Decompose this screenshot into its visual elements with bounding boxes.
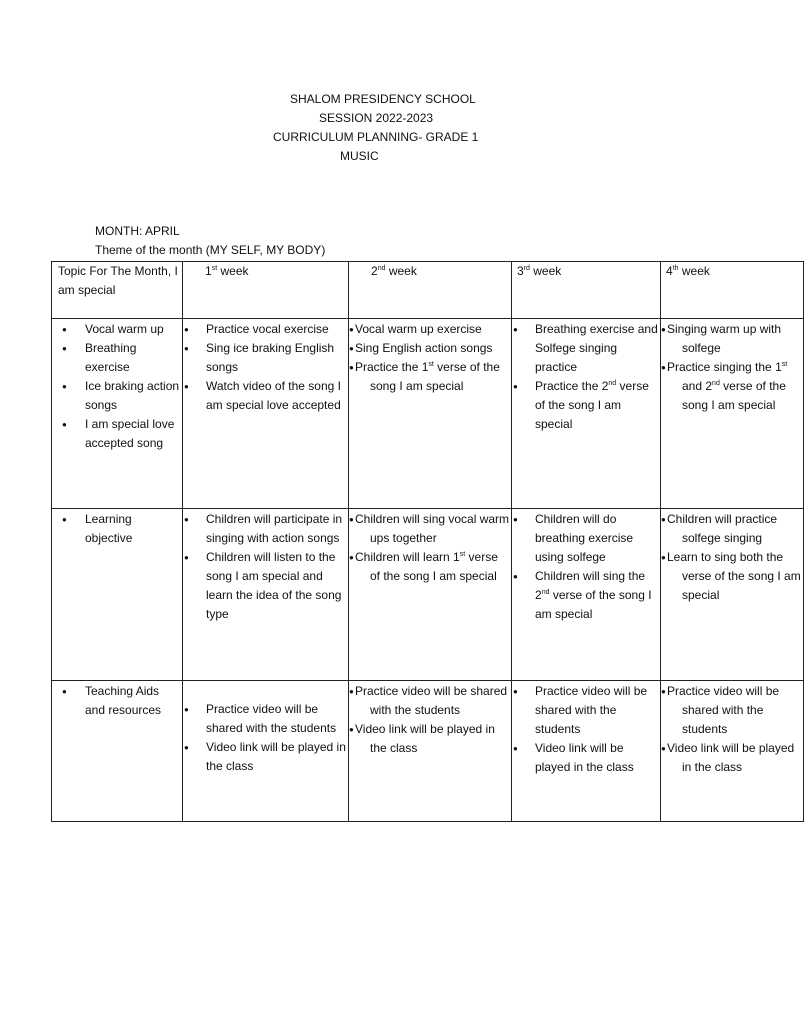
planning-title: CURRICULUM PLANNING- GRADE 1: [273, 130, 479, 144]
list-item: ● Sing ice braking English songs: [183, 339, 348, 377]
list-item: ● Practice video will be shared with the students: [349, 682, 511, 720]
table-row: [52, 319, 804, 509]
week-4-cell: [661, 509, 804, 681]
list-item: ● Learn to sing both the verse of the song I am special: [661, 548, 803, 605]
list-item: ● Singing warm up with solfege: [661, 320, 803, 358]
week-2-cell: [349, 319, 512, 509]
list-item: ● Children will listen to the song I am special and learn the idea of the song type: [183, 548, 348, 624]
list-item: ● Video link will be played in the class: [512, 739, 660, 777]
list-item: ● Sing English action songs: [349, 339, 511, 358]
header-week-4: 4th week: [661, 262, 804, 319]
list-item: ● Breathing exercise: [52, 339, 182, 377]
list-item: ● Watch video of the song I am special love accepted: [183, 377, 348, 415]
session-line: SESSION 2022-2023: [319, 111, 434, 125]
list-item: ● Practice the 1st verse of the song I am special: [349, 358, 511, 396]
list-item: ● Learning objective: [52, 510, 182, 548]
list-item: ● Children will practice solfege singing: [661, 510, 803, 548]
header-week-3: 3rd week: [512, 262, 661, 319]
week-4-cell: [661, 319, 804, 509]
list-item: ● Children will sing vocal warm ups together: [349, 510, 511, 548]
row-label-cell: [52, 681, 183, 822]
week-2-cell: [349, 509, 512, 681]
list-item: ● Practice singing the 1st and 2nd verse of the song I am special: [661, 358, 803, 415]
week-1-cell: [183, 681, 349, 822]
table-row: [52, 681, 804, 822]
row-label-cell: [52, 319, 183, 509]
week-3-cell: [512, 681, 661, 822]
week-1-cell: [183, 509, 349, 681]
row-label-cell: [52, 509, 183, 681]
header-topic: Topic For The Month, I am special: [52, 262, 183, 319]
header-row: [52, 262, 804, 319]
curriculum-table: [51, 261, 804, 822]
list-item: ● Practice vocal exercise: [183, 320, 348, 339]
list-item: ● Video link will be played in the class: [349, 720, 511, 758]
list-item: ● Children will do breathing exercise using solfege: [512, 510, 660, 567]
list-item: ● Children will learn 1st verse of the song I am special: [349, 548, 511, 586]
list-item: ● Practice video will be shared with the students: [512, 682, 660, 739]
list-item: ● Ice braking action songs: [52, 377, 182, 415]
list-item: ● Video link will be played in the class: [183, 738, 348, 776]
week-1-cell: [183, 319, 349, 509]
header-week-1: 1st week: [183, 262, 349, 319]
week-4-cell: [661, 681, 804, 822]
week-3-cell: [512, 319, 661, 509]
subject-title: MUSIC: [340, 149, 379, 163]
list-item: ● Video link will be played in the class: [661, 739, 803, 777]
list-item: ● Vocal warm up: [52, 320, 182, 339]
list-item: ● Children will sing the 2nd verse of the song I am special: [512, 567, 660, 624]
list-item: ● Practice video will be shared with the students: [661, 682, 803, 739]
list-item: ● Vocal warm up exercise: [349, 320, 511, 339]
week-2-cell: [349, 681, 512, 822]
table-row: [52, 509, 804, 681]
month-line: MONTH: APRIL: [95, 224, 180, 238]
school-name: SHALOM PRESIDENCY SCHOOL: [290, 92, 476, 106]
week-3-cell: [512, 509, 661, 681]
list-item: ● Teaching Aids and resources: [52, 682, 182, 720]
list-item: ● Practice video will be shared with the students: [183, 700, 348, 738]
list-item: ● Breathing exercise and Solfege singing practice: [512, 320, 660, 377]
list-item: ● Practice the 2nd verse of the song I am special: [512, 377, 660, 434]
theme-line: Theme of the month (MY SELF, MY BODY): [95, 243, 326, 257]
list-item: ● I am special love accepted song: [52, 415, 182, 453]
list-item: ● Children will participate in singing with action songs: [183, 510, 348, 548]
header-week-2: 2nd week: [349, 262, 512, 319]
